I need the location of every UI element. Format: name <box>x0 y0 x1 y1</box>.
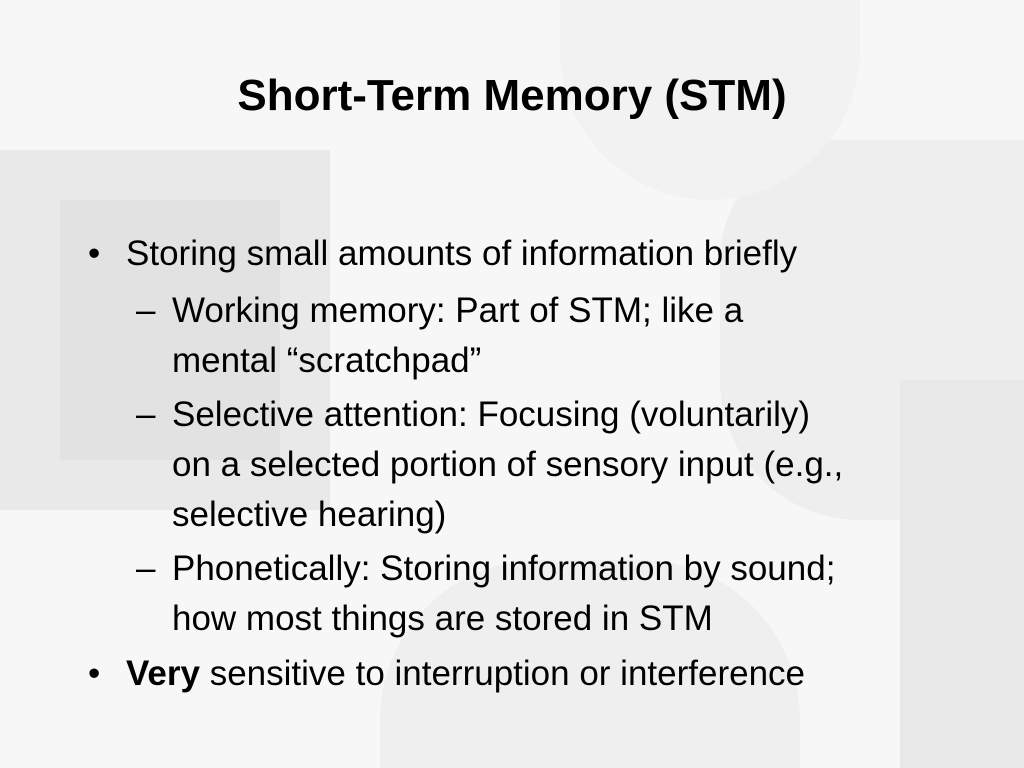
sub-bullet-marker: – <box>136 291 156 330</box>
sub-bullet-line: Phonetically: Storing information by sound; <box>172 549 836 588</box>
sub-bullet-line: Selective attention: Focusing (voluntarily) <box>172 395 811 434</box>
sub-bullet-line: on a selected portion of sensory input (e.g., <box>172 445 844 484</box>
sub-bullet-line: how most things are stored in STM <box>172 599 713 638</box>
sub-bullet-marker: – <box>136 395 156 434</box>
sub-bullet-text <box>172 286 962 386</box>
sub-bullet-line: mental “scratchpad” <box>172 341 482 380</box>
bullet-text <box>126 649 805 699</box>
bullet-text: Storing small amounts of information briefly <box>126 234 798 273</box>
bullet-text-rest: sensitive to interruption or interference <box>199 654 806 693</box>
bullet-emphasis: Very <box>126 654 200 693</box>
sub-bullet-line: Working memory: Part of STM; like a <box>172 291 744 330</box>
bullet-marker: • <box>88 234 101 273</box>
sub-bullet-text <box>172 544 962 644</box>
sub-bullet-line: selective hearing) <box>172 495 447 534</box>
slide-title: Short-Term Memory (STM) <box>237 71 787 120</box>
sub-bullet-text <box>172 390 962 540</box>
sub-bullet-marker: – <box>136 549 156 588</box>
bullet-marker: • <box>88 654 101 693</box>
